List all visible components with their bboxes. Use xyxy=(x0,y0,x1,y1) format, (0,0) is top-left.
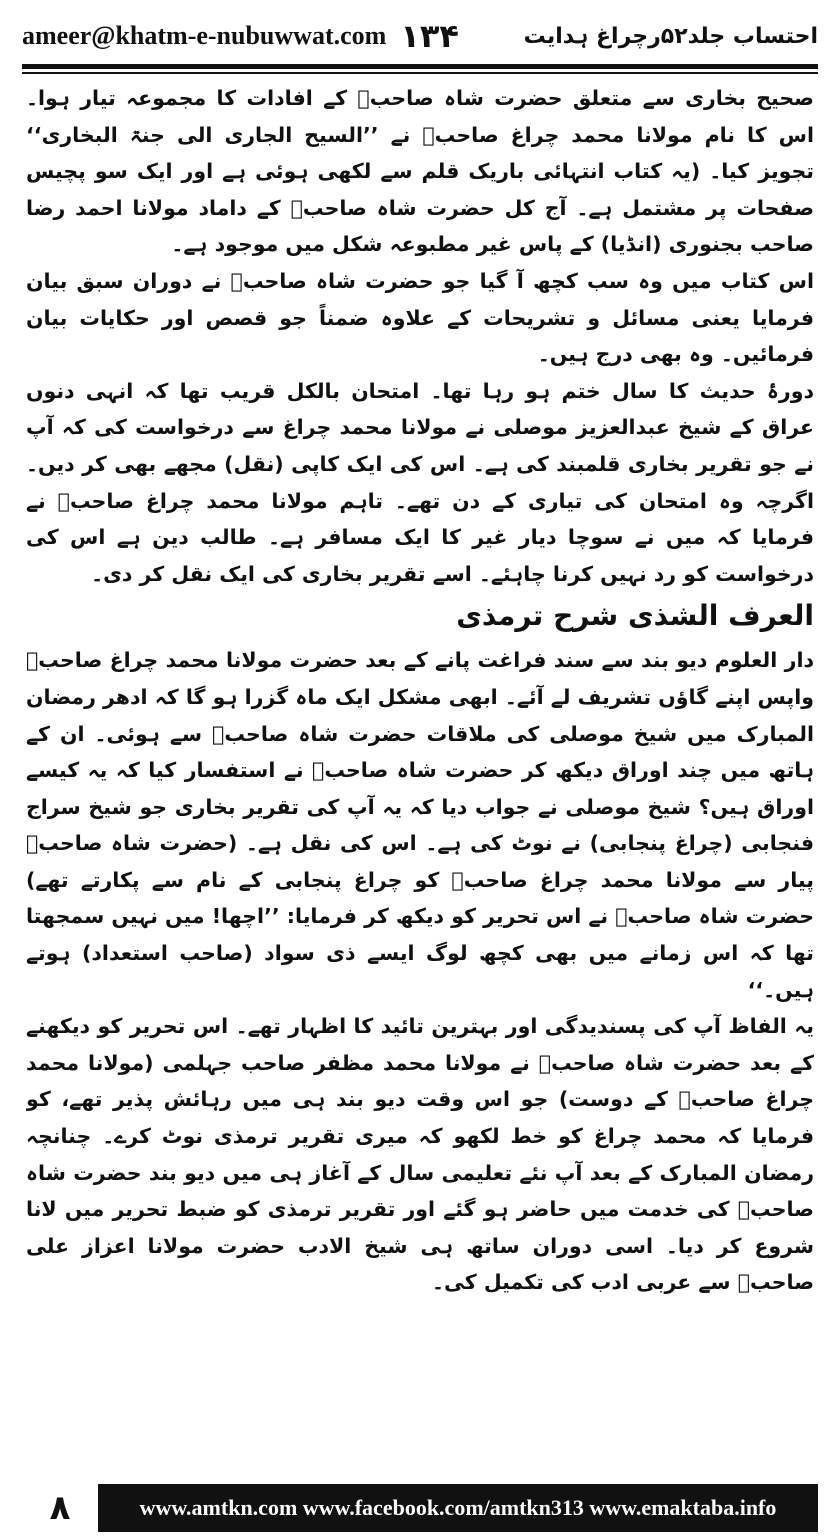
paragraph-2: اس کتاب میں وہ سب کچھ آ گیا جو حضرت شاہ صاحبؒ نے دوران سبق بیان فرمایا یعنی مسائل و تشریحات کے علاوہ ضمناً جو قصص اور حکایات بیان فرمائیں۔ وہ بھی درج ہیں۔ xyxy=(26,268,814,367)
footer-links[interactable]: www.amtkn.com www.facebook.com/amtkn313 www.emaktaba.info xyxy=(98,1484,818,1532)
paragraph-5: یہ الفاظ آپ کی پسندیدگی اور بہترین تائید کا اظہار تھے۔ اس تحریر کو دیکھنے کے بعد حضرت شاہ صاحبؒ نے مولانا محمد مظفر صاحب جہلمی (مولانا محمد چراغ صاحبؒ کے دوست) جو اس وقت دیو بند ہی میں رہائش پذیر تھے، کو فرمایا کہ محمد چراغ کو خط لکھو کہ میری تقریر ترمذی نوٹ کرے۔ چنانچہ رمضان المبارک کے بعد آپ نئے تعلیمی سال کے آغاز ہی میں دیو بند حضرت شاہ صاحبؒ کی خدمت میں حاضر ہو گئے اور تقریر ترمذی کو ضبط تحریر میں لانا شروع کر دیا۔ اسی دوران ساتھ ہی شیخ الادب حضرت مولانا اعزاز علی صاحبؒ سے عربی ادب کی تکمیل کی۔ xyxy=(26,1014,814,1295)
article-body xyxy=(26,80,814,1460)
paragraph-1: صحیح بخاری سے متعلق حضرت شاہ صاحبؒ کے افادات کا مجموعہ تیار ہوا۔ اس کا نام مولانا محمد چراغ صاحبؒ نے ’’السیح الجاری الی جنۃ البخاری‘‘ تجویز کیا۔ (یہ کتاب انتہائی باریک قلم سے لکھی ہوئی ہے اور ایک سو پچیس صفحات پر مشتمل ہے۔ آج کل حضرت شاہ صاحبؒ کے داماد مولانا احمد رضا صاحب بجنوری (انڈیا) کے پاس غیر مطبوعہ شکل میں موجود ہے۔ xyxy=(26,86,814,257)
paragraph-4: دار العلوم دیو بند سے سند فراغت پانے کے بعد حضرت مولانا محمد چراغ صاحبؒ واپس اپنے گاؤں تشریف لے آئے۔ ابھی مشکل ایک ماہ گزرا ہو گا کہ ادھر رمضان المبارک میں شیخ موصلی کی ملاقات حضرت شاہ صاحبؒ سے ہوئی۔ ان کے ہاتھ میں چند اوراق دیکھ کر حضرت شاہ صاحبؒ نے استفسار کیا کہ یہ کیسے اوراق ہیں؟ شیخ موصلی نے جواب دیا کہ یہ آپ کی تقریر بخاری جو شیخ سراج فنجابی (چراغ پنجابی) نے نوٹ کی ہے۔ اس کی نقل ہے۔ (حضرت شاہ صاحبؒ پیار سے مولانا محمد چراغ صاحبؒ کو چراغ پنجابی کے نام سے پکارتے تھے) حضرت شاہ صاحبؒ نے اس تحریر کو دیکھ کر فرمایا: ’’اچھا! میں نہیں سمجھتا تھا کہ اس زمانے میں بھی کچھ لوگ ایسے ذی سواد (صاحب استعداد) ہوتے ہیں۔‘‘ xyxy=(26,648,814,1002)
section-heading: العرف الشذی شرح ترمذی xyxy=(456,599,814,633)
header-email: ameer@khatm-e-nubuwwat.com xyxy=(22,21,387,50)
page-header xyxy=(22,10,818,62)
footer-page-number: ۸ xyxy=(22,1484,98,1532)
header-left-group xyxy=(22,17,459,55)
header-rule-thick xyxy=(22,64,818,69)
paragraph-3: دورۂ حدیث کا سال ختم ہو رہا تھا۔ امتحان بالکل قریب تھا کہ انہی دنوں عراق کے شیخ عبدالعزیز موصلی نے مولانا محمد چراغ سے درخواست کی کہ آپ نے جو تقریر بخاری قلمبند کی ہے۔ اس کی ایک کاپی (نقل) مجھے بھی کر دیں۔ اگرچہ وہ امتحان کی تیاری کے دن تھے۔ تاہم مولانا محمد چراغ صاحبؒ نے فرمایا کہ میں نے سوچا دیار غیر کا ایک مسافر ہے۔ طالب دین ہے اس کی درخواست کو رد نہیں کرنا چاہئے۔ اسے تقریر بخاری کی ایک نقل کر دی۔ xyxy=(26,378,814,586)
header-rule-thin xyxy=(22,72,818,74)
header-page-number: ۱۳۴ xyxy=(400,17,459,55)
page-footer xyxy=(22,1484,818,1532)
running-title: احتساب جلد۵۲رچراغ ہدایت xyxy=(523,23,818,49)
